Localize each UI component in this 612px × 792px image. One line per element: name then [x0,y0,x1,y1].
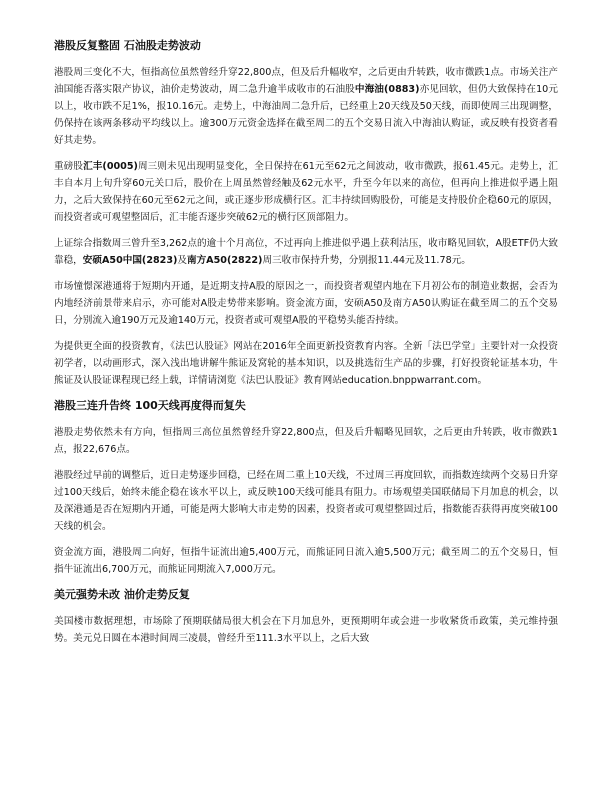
text-run: 美国楼市数据理想，市场除了预期联储局很大机会在下月加息外，更预期明年或会进一步收紧货币政策，美元维持强势。美元兑日圆在本港时间周三凌晨，曾经升至111.3水平以上，之后大致 [54,616,558,644]
section-heading: 美元强势未改 油价走势反复 [54,588,190,601]
text-run: 港股经过早前的调整后，近日走势逐步回稳，已经在周二重上10天线，不过周三再度回软，而指数连续两个交易日升穿过100天线后，始终未能企稳在该水平以上，或反映100天线可能具有阻力。市场观望美国联储局下月加息的机会，以及深港通是否在短期内开通，可能是两大影响大市走势的因素，投资者或可观望整固过后，指数能否获得再度突破100天线的机会。 [54,470,558,532]
article-section [54,587,558,647]
stock-name: 安硕A50中国(2823) [82,255,178,266]
paragraph [54,278,558,329]
paragraph [54,424,558,458]
article-section [54,38,558,389]
section-heading: 港股三连升告终 100天线再度得而复失 [54,399,246,412]
text-run: 及 [177,255,187,266]
text-run: 港股周三变化不大，恒指高位虽然曾经升穿22,800点，但及后升幅收窄，之后更由升转跌，收市微跌1点。市场关注产油国能否落实限产协议，油价走势波动，周二急升逾半成收市的石油股 [54,67,558,95]
text-run: 重磅股 [54,161,84,172]
text-run: 港股走势依然未有方向，恒指周三高位虽然曾经升穿22,800点，但及后升幅略见回软，之后更由升转跌，收市微跌1点，报22,676点。 [54,427,558,455]
stock-name: 中海油(0883) [354,84,420,95]
text-run: 为提供更全面的投资教育，《法巴认股证》网站在2016年全面更新投资教育内容。全新「法巴学堂」主要针对一众投资初学者，以动画形式，深入浅出地讲解牛熊证及窝轮的基本知识，以及挑选衍生产品的步骤，打好投资轮证基本功，牛熊证及认股证课程现已经上载，详情请浏览《法巴认股证》教育网站education.bnppwarrant.com。 [54,341,558,386]
text-run: 周三则未见出现明显变化，全日保持在61元至62元之间波动，收市微跌，报61.45元。走势上，汇丰自本月上旬升穿60元关口后，股价在上周虽然曾经触及62元水平，升至今年以来的高位，但再向上推进似乎遇上阻力，之后大致保持在60元至62元之间，或正逐步形成横行区。汇丰持续回购股份，可能是支持股价企稳60元的原因，而投资者或可观望整固后，汇丰能否逐步突破62元的横行区顶部阻力。 [54,161,558,223]
paragraph [54,158,558,226]
paragraph [54,338,558,389]
text-run: 市场憧憬深港通将于短期内开通，是近期支持A股的原因之一，而投资者观望内地在下月初公布的制造业数据，会否为内地经济前景带来启示，亦可能对A股走势带来影响。资金流方面，安硕A50及南方A50认购证在截至周二的五个交易日，分别流入逾190万元及逾140万元，投资者或可观望A股的平稳势头能否持续。 [54,281,558,326]
section-heading: 港股反复整固 石油股走势波动 [54,39,201,52]
text-run: 亦见回软，但仍大致保持在10元以上，收市跌不足1%，报10.16元。走势上，中海油周二急升后，已经重上20天线及50天线，而即使周三出现调整，仍保持在该两条移动平均线以上。逾300万元资金选择在截至周二的五个交易日流入中海油认购证，或反映有投资者看好其走势。 [54,84,558,146]
text-run: 上证综合指数周三曾升至3,262点的逾十个月高位，不过再向上推进似乎遇上获利沽压，收市略见回软，A股ETF仍大致靠稳， [54,238,558,266]
stock-name: 汇丰(0005) [83,161,138,172]
paragraph [54,235,558,269]
text-run: 资金流方面，港股周二向好，恒指牛证流出逾5,400万元，而熊证同日流入逾5,500万元；截至周二的五个交易日，恒指牛证流出6,700万元，而熊证同期流入7,000万元。 [54,547,558,575]
paragraph [54,64,558,149]
article-section [54,398,558,578]
paragraph [54,544,558,578]
stock-name: 南方A50(2822) [187,255,263,266]
paragraph [54,467,558,535]
text-run: 周三收市保持升势，分别报11.44元及11.78元。 [262,255,471,266]
paragraph [54,613,558,647]
